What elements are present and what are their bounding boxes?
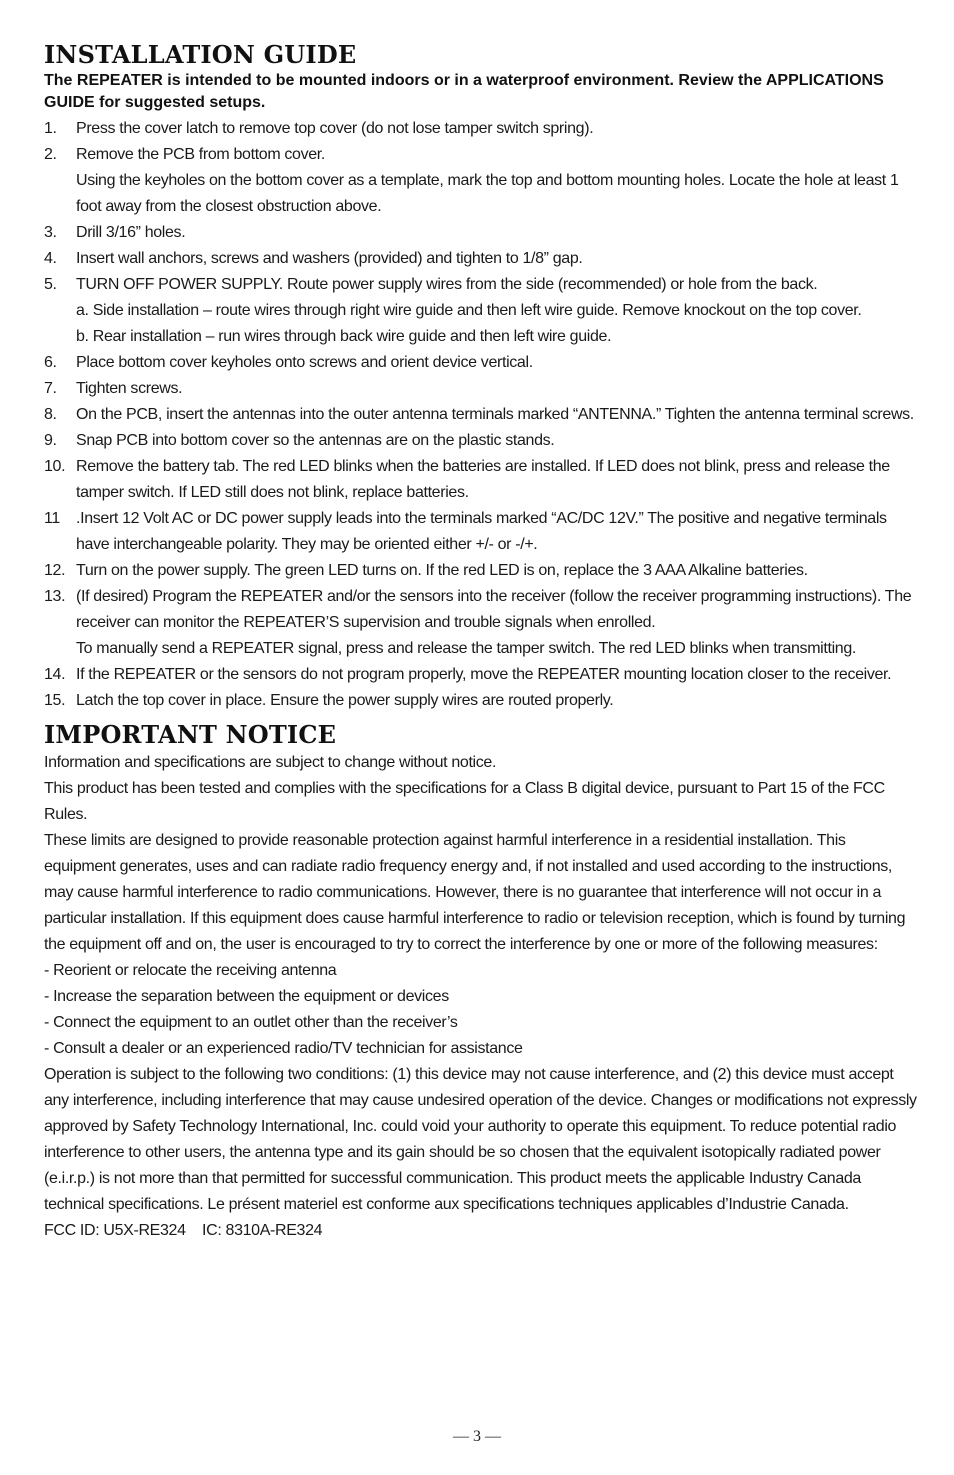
step-number: 15. — [44, 692, 66, 709]
installation-guide-heading: INSTALLATION GUIDE — [44, 40, 357, 69]
step-number: 8. — [44, 406, 57, 423]
step-text: Snap PCB into bottom cover so the antennas are on the plastic stands. — [76, 432, 555, 449]
step-text: .Insert 12 Volt AC or DC power supply leads into the terminals marked “AC/DC 12V.” The positive and negative terminals have interchangeable polarity. They may be oriented either +/- or -/+. — [76, 510, 887, 553]
notice-paragraph: This product has been tested and complies with the specifications for a Class B digital device, pursuant to Part 15 of the FCC Rules. — [44, 780, 885, 823]
step-subtext: a. Side installation – route wires through right wire guide and then left wire guide. Remove knockout on the top cover. — [76, 302, 862, 319]
notice-body — [44, 750, 920, 1244]
step-item — [44, 428, 920, 454]
step-subtext: b. Rear installation – run wires through back wire guide and then left wire guide. — [76, 328, 612, 345]
step-item — [44, 584, 920, 662]
step-number: 13. — [44, 588, 66, 605]
step-text: Remove the battery tab. The red LED blinks when the batteries are installed. If LED does not blink, press and release the tamper switch. If LED still does not blink, replace batteries. — [76, 458, 890, 501]
notice-measure: - Reorient or relocate the receiving antenna — [44, 962, 337, 979]
step-item — [44, 350, 920, 376]
fcc-id-line: FCC ID: U5X-RE324 IC: 8310A-RE324 — [44, 1222, 323, 1239]
notice-paragraph: Operation is subject to the following two conditions: (1) this device may not cause interference, and (2) this device must accept any interference, including interference that may cause undesired operation of the device. Changes or modifications not expressly approved by Safety Technology International, Inc. could void your authority to operate this equipment. To reduce potential radio interference to other users, the antenna type and its gain should be so chosen that the equivalent isotopically radiated power (e.i.r.p.) is not more than that permitted for successful communication. This product meets the applicable Industry Canada technical specifications. Le présent materiel est conforme aux specifications techniques applicables d’Industrie Canada. — [44, 1066, 917, 1213]
notice-paragraph: These limits are designed to provide reasonable protection against harmful interference in a residential installation. This equipment generates, uses and can radiate radio frequency energy and, if not installed and used according to the instructions, may cause harmful interference to radio communications. However, there is no guarantee that interference will not occur in a particular installation. If this equipment does cause harmful interference to radio or television reception, which is found by turning the equipment off and on, the user is encouraged to try to correct the interference by one or more of the following measures: — [44, 832, 906, 953]
step-number: 2. — [44, 146, 57, 163]
step-subtext: To manually send a REPEATER signal, press and release the tamper switch. The red LED blinks when transmitting. — [76, 640, 856, 657]
step-item — [44, 376, 920, 402]
step-number: 12. — [44, 562, 66, 579]
step-item — [44, 506, 920, 558]
step-text: Insert wall anchors, screws and washers (provided) and tighten to 1/8” gap. — [76, 250, 583, 267]
step-item — [44, 558, 920, 584]
step-item — [44, 688, 920, 714]
step-text: Turn on the power supply. The green LED turns on. If the red LED is on, replace the 3 AAA Alkaline batteries. — [76, 562, 808, 579]
notice-paragraph: Information and specifications are subject to change without notice. — [44, 754, 497, 771]
installation-intro: The REPEATER is intended to be mounted indoors or in a waterproof environment. Review the APPLICATIONS GUIDE for suggested setups. — [44, 72, 884, 111]
step-text: Tighten screws. — [76, 380, 183, 397]
step-item — [44, 220, 920, 246]
step-item — [44, 402, 920, 428]
step-number: 6. — [44, 354, 57, 371]
notice-measure: - Increase the separation between the equipment or devices — [44, 988, 449, 1005]
step-text: (If desired) Program the REPEATER and/or the sensors into the receiver (follow the receiver programming instructions). The receiver can monitor the REPEATER’S supervision and trouble signals when enrolled. — [76, 588, 912, 631]
step-number: 3. — [44, 224, 57, 241]
step-number: 4. — [44, 250, 57, 267]
step-text: TURN OFF POWER SUPPLY. Route power supply wires from the side (recommended) or hole from the back. — [76, 276, 818, 293]
step-item — [44, 662, 920, 688]
step-number: 7. — [44, 380, 57, 397]
important-notice-heading: IMPORTANT NOTICE — [44, 720, 337, 749]
step-item — [44, 272, 920, 350]
step-number: 11 — [44, 510, 60, 527]
step-item — [44, 246, 920, 272]
step-text: If the REPEATER or the sensors do not program properly, move the REPEATER mounting location closer to the receiver. — [76, 666, 892, 683]
notice-measure: - Consult a dealer or an experienced radio/TV technician for assistance — [44, 1040, 523, 1057]
step-item — [44, 116, 920, 142]
step-text: Place bottom cover keyholes onto screws and orient device vertical. — [76, 354, 533, 371]
step-subtext: Using the keyholes on the bottom cover as a template, mark the top and bottom mounting holes. Locate the hole at least 1 foot away from the closest obstruction above. — [76, 172, 899, 215]
step-text: Remove the PCB from bottom cover. — [76, 146, 325, 163]
step-text: Press the cover latch to remove top cover (do not lose tamper switch spring). — [76, 120, 594, 137]
step-number: 14. — [44, 666, 66, 683]
installation-steps-list — [44, 116, 920, 714]
step-text: On the PCB, insert the antennas into the outer antenna terminals marked “ANTENNA.” Tighten the antenna terminal screws. — [76, 406, 914, 423]
step-text: Drill 3/16” holes. — [76, 224, 186, 241]
document-page — [44, 40, 920, 1244]
step-number: 9. — [44, 432, 57, 449]
step-text: Latch the top cover in place. Ensure the power supply wires are routed properly. — [76, 692, 614, 709]
step-number: 1. — [44, 120, 57, 137]
page-number: — 3 — — [453, 1428, 501, 1445]
step-item — [44, 142, 920, 220]
step-number: 5. — [44, 276, 57, 293]
step-item — [44, 454, 920, 506]
step-number: 10. — [44, 458, 66, 475]
notice-measure: - Connect the equipment to an outlet other than the receiver’s — [44, 1014, 458, 1031]
